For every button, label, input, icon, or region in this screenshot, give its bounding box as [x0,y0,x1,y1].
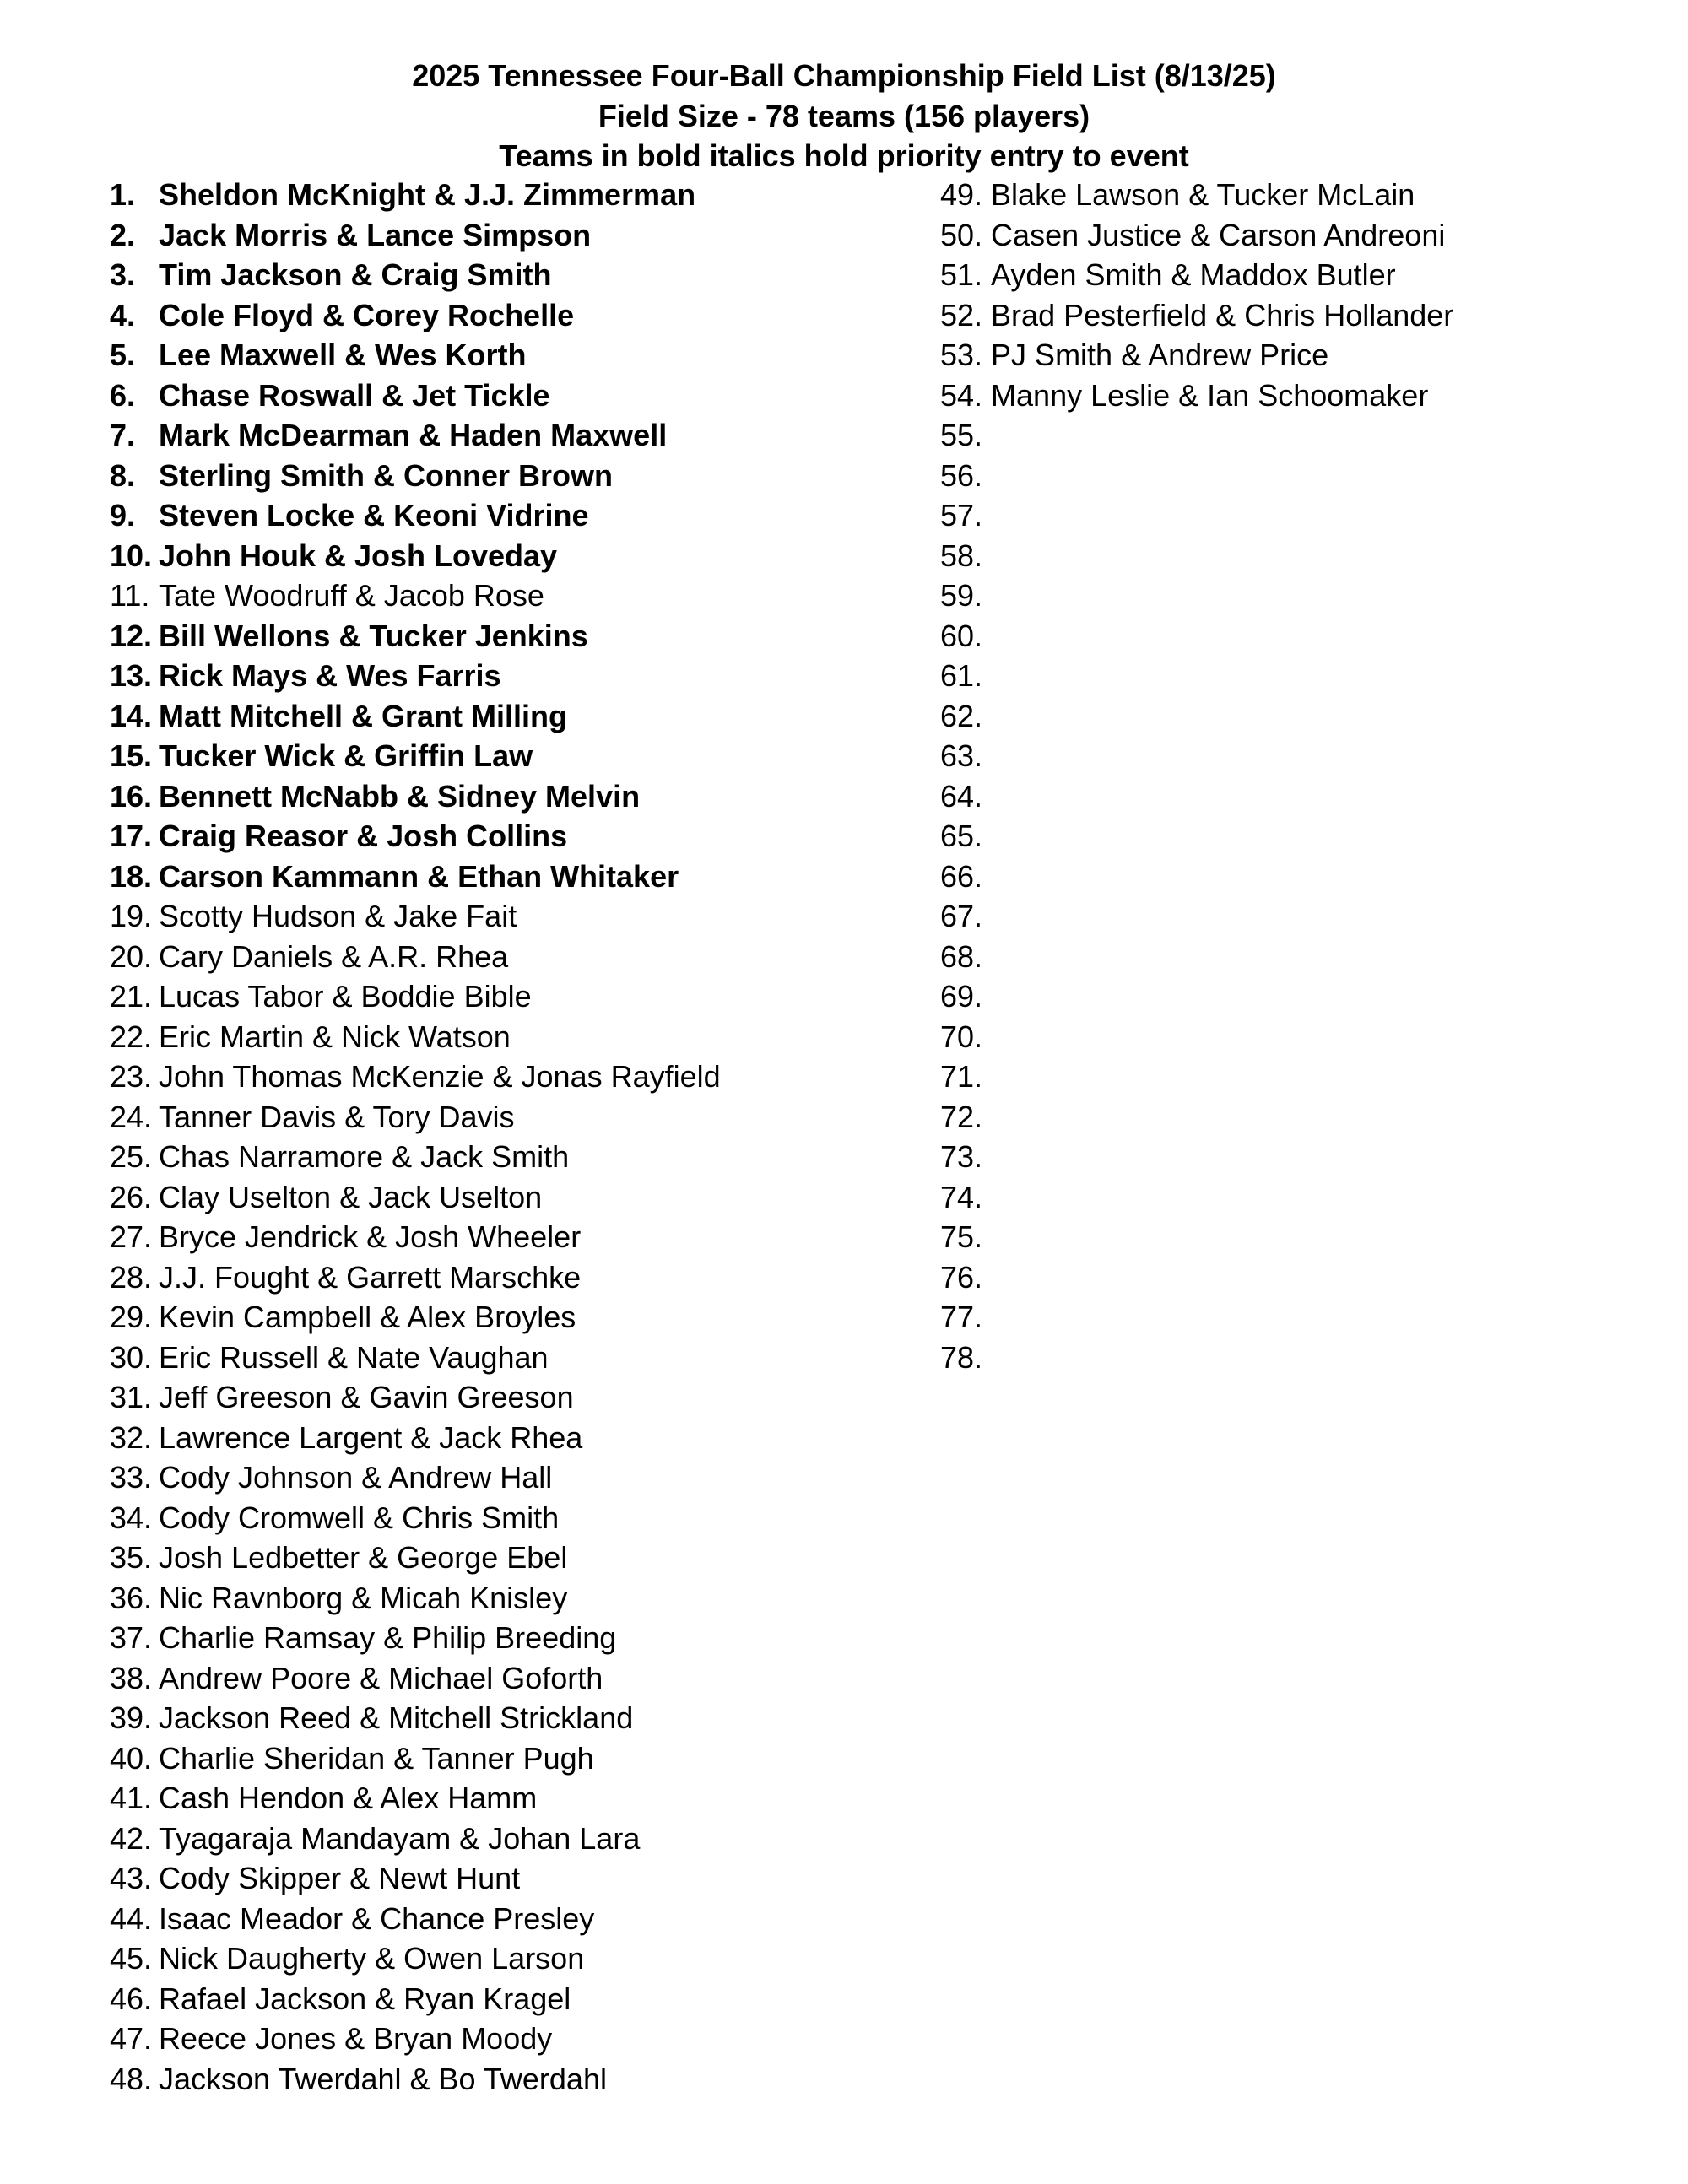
team-number: 74. [940,1179,983,1214]
team-entry [940,1097,1666,1138]
team-players: Cash Hendon & Alex Hamm [159,1781,538,1815]
team-entry [940,335,1666,376]
team-players: Lawrence Largent & Jack Rhea [159,1419,583,1455]
team-players: Sterling Smith & Conner Brown [159,457,614,493]
team-entry [110,736,920,776]
team-players: Mark McDearman & Haden Maxwell [159,418,668,452]
team-players: Bill Wellons & Tucker Jenkins [159,618,588,653]
team-players: Steven Locke & Keoni Vidrine [159,498,589,532]
team-entry [940,295,1666,336]
team-number: 15. [110,738,153,773]
team-players: Lucas Tabor & Boddie Bible [159,979,532,1014]
team-players: PJ Smith & Andrew Price [991,338,1329,372]
team-players: Manny Leslie & Ian Schoomaker [991,377,1429,413]
team-entry [110,415,920,456]
team-entry [940,696,1666,737]
team-entry [940,1297,1666,1338]
team-entry [940,1177,1666,1218]
page-title: 2025 Tennessee Four-Ball Championship Field List (8/13/25) [412,58,1276,93]
team-entry [110,1778,920,1819]
team-number: 23. [110,1059,153,1094]
team-players: Lee Maxwell & Wes Korth [159,338,527,372]
team-entry [940,495,1666,536]
team-players: Carson Kammann & Ethan Whitaker [159,858,679,894]
team-number: 41. [110,1781,153,1815]
team-entry [940,816,1666,857]
team-number: 13. [110,658,153,693]
team-number: 42. [110,1820,153,1856]
team-entry [110,175,920,215]
team-entry [110,376,920,416]
team-number: 38. [110,1660,153,1695]
team-players: Scotty Hudson & Jake Fait [159,899,517,933]
team-entry [940,1338,1666,1378]
team-number: 49. [940,177,983,212]
team-entry [110,656,920,696]
team-players: Cole Floyd & Corey Rochelle [159,297,575,332]
team-players: Bennett McNabb & Sidney Melvin [159,778,641,814]
team-number: 3. [110,257,136,292]
team-entry [110,1819,920,1859]
team-entry [110,495,920,536]
team-entry [110,1578,920,1619]
team-number: 76. [940,1259,983,1295]
team-entry [940,376,1666,416]
team-number: 34. [110,1500,153,1535]
team-entry [110,1017,920,1057]
team-players: Tyagaraja Mandayam & Johan Lara [159,1820,641,1856]
team-entry [940,255,1666,295]
team-number: 64. [940,778,983,814]
team-players: Blake Lawson & Tucker McLain [991,177,1415,212]
team-number: 66. [940,858,983,894]
team-players: Chas Narramore & Jack Smith [159,1139,570,1174]
team-number: 12. [110,618,153,653]
team-entry [940,736,1666,776]
team-entry [110,857,920,897]
team-players: Sheldon McKnight & J.J. Zimmerman [159,177,696,212]
team-number: 60. [940,618,983,653]
team-entry [940,1257,1666,1298]
team-entry [940,937,1666,977]
team-players: Reece Jones & Bryan Moody [159,2021,553,2056]
team-players: Eric Martin & Nick Watson [159,1019,511,1054]
team-number: 11. [110,578,150,613]
team-number: 35. [110,1540,153,1575]
team-entry [110,616,920,657]
team-number: 54. [940,377,983,413]
team-players: Bryce Jendrick & Josh Wheeler [159,1219,582,1254]
team-entry [110,1858,920,1899]
team-number: 59. [940,578,983,613]
team-entry [110,1938,920,1979]
team-number: 1. [110,177,136,212]
team-entry [110,1498,920,1538]
team-players: Eric Russell & Nate Vaughan [159,1339,549,1375]
team-entry [110,1297,920,1338]
team-number: 5. [110,338,136,372]
team-players: Cody Skipper & Newt Hunt [159,1861,521,1895]
team-entry [110,1538,920,1578]
team-players: John Thomas McKenzie & Jonas Rayfield [159,1059,721,1094]
team-entry [110,1057,920,1097]
team-entry [110,1097,920,1138]
team-players: Nick Daugherty & Owen Larson [159,1941,585,1976]
team-players: John Houk & Josh Loveday [159,538,558,573]
priority-note: Teams in bold italics hold priority entry to event [499,138,1189,173]
team-entry [110,1177,920,1218]
team-number: 65. [940,819,983,853]
team-players: Tanner Davis & Tory Davis [159,1099,515,1134]
team-number: 20. [110,938,153,974]
team-players: Tim Jackson & Craig Smith [159,257,552,292]
team-players: Chase Roswall & Jet Tickle [159,377,550,413]
team-players: Charlie Ramsay & Philip Breeding [159,1620,617,1655]
team-entry [110,937,920,977]
team-number: 37. [110,1620,153,1655]
team-players: J.J. Fought & Garrett Marschke [159,1259,582,1295]
team-entry [940,1057,1666,1097]
team-number: 33. [110,1460,153,1495]
team-entry [110,1698,920,1738]
team-list-right-column [940,175,1666,1377]
team-number: 45. [110,1941,153,1976]
team-number: 67. [940,899,983,933]
team-entry [110,1738,920,1779]
team-players: Brad Pesterfield & Chris Hollander [991,297,1454,332]
team-number: 53. [940,338,983,372]
team-players: Josh Ledbetter & George Ebel [159,1540,568,1575]
team-players: Cody Cromwell & Chris Smith [159,1500,560,1535]
team-players: Clay Uselton & Jack Uselton [159,1179,543,1214]
field-size-line: Field Size - 78 teams (156 players) [598,98,1090,133]
team-entry [940,1017,1666,1057]
team-entry [110,776,920,817]
team-entry [110,1257,920,1298]
team-list-left-column [110,175,920,2099]
team-number: 44. [110,1900,153,1936]
team-number: 72. [940,1099,983,1134]
team-number: 57. [940,498,983,532]
team-entry [110,976,920,1017]
team-entry [940,456,1666,496]
team-players: Isaac Meador & Chance Presley [159,1900,595,1936]
team-number: 69. [940,979,983,1014]
team-entry [110,2019,920,2059]
team-entry [940,616,1666,657]
team-players: Charlie Sheridan & Tanner Pugh [159,1740,594,1776]
team-number: 22. [110,1019,153,1054]
team-entry [110,1137,920,1177]
team-players: Cary Daniels & A.R. Rhea [159,938,509,974]
team-players: Casen Justice & Carson Andreoni [991,217,1446,252]
team-number: 73. [940,1139,983,1174]
team-number: 62. [940,698,983,733]
team-entry [110,456,920,496]
team-players: Tucker Wick & Griffin Law [159,738,533,773]
team-players: Tate Woodruff & Jacob Rose [159,578,544,613]
team-entry [940,175,1666,215]
team-entry [110,1899,920,1939]
team-number: 43. [110,1861,153,1895]
team-players: Rafael Jackson & Ryan Kragel [159,1981,571,2016]
team-players: Jackson Reed & Mitchell Strickland [159,1700,634,1735]
team-number: 28. [110,1259,153,1295]
team-entry [940,1217,1666,1257]
team-entry [110,335,920,376]
team-entry [940,576,1666,616]
team-entry [110,696,920,737]
team-entry [110,215,920,256]
team-number: 27. [110,1219,153,1254]
team-number: 31. [110,1380,153,1414]
team-entry [110,536,920,576]
team-players: Andrew Poore & Michael Goforth [159,1660,603,1695]
team-number: 25. [110,1139,153,1174]
team-number: 10. [110,538,153,573]
team-number: 61. [940,658,983,693]
team-entry [110,295,920,336]
team-entry [940,976,1666,1017]
team-number: 52. [940,297,983,332]
team-players: Ayden Smith & Maddox Butler [991,257,1396,292]
team-number: 24. [110,1099,153,1134]
team-entry [940,415,1666,456]
team-entry [110,1457,920,1498]
team-number: 68. [940,938,983,974]
team-entry [940,1137,1666,1177]
team-entry [110,816,920,857]
team-number: 9. [110,498,136,532]
team-entry [110,1618,920,1658]
team-number: 39. [110,1700,153,1735]
team-number: 58. [940,538,983,573]
team-number: 16. [110,778,153,814]
team-number: 18. [110,858,153,894]
team-number: 21. [110,979,153,1014]
team-number: 32. [110,1419,153,1455]
team-number: 29. [110,1300,153,1334]
team-entry [110,1418,920,1458]
team-number: 4. [110,297,136,332]
team-number: 26. [110,1179,153,1214]
team-players: Nic Ravnborg & Micah Knisley [159,1580,568,1615]
team-players: Craig Reasor & Josh Collins [159,819,568,853]
team-entry [940,857,1666,897]
team-number: 50. [940,217,983,252]
team-number: 7. [110,418,136,452]
team-number: 70. [940,1019,983,1054]
team-number: 46. [110,1981,153,2016]
team-number: 8. [110,457,136,493]
team-number: 63. [940,738,983,773]
team-number: 40. [110,1740,153,1776]
team-entry [110,1979,920,2019]
team-entry [110,896,920,937]
team-players: Kevin Campbell & Alex Broyles [159,1300,576,1334]
team-entry [940,656,1666,696]
team-entry [110,1217,920,1257]
team-number: 47. [110,2021,153,2056]
team-number: 14. [110,698,153,733]
team-number: 17. [110,819,153,853]
team-number: 19. [110,899,153,933]
team-players: Jack Morris & Lance Simpson [159,217,592,252]
team-players: Jeff Greeson & Gavin Greeson [159,1380,574,1414]
team-number: 6. [110,377,136,413]
team-entry [110,1658,920,1699]
team-entry [110,255,920,295]
team-entry [940,215,1666,256]
team-entry [110,2059,920,2100]
team-number: 77. [940,1300,983,1334]
team-entry [940,536,1666,576]
team-number: 36. [110,1580,153,1615]
team-entry [940,896,1666,937]
team-number: 78. [940,1339,983,1375]
team-number: 71. [940,1059,983,1094]
team-number: 75. [940,1219,983,1254]
team-entry [110,1377,920,1418]
team-entry [110,1338,920,1378]
team-number: 56. [940,457,983,493]
team-entry [110,576,920,616]
team-number: 51. [940,257,983,292]
team-players: Matt Mitchell & Grant Milling [159,698,567,733]
team-players: Jackson Twerdahl & Bo Twerdahl [159,2061,607,2096]
team-number: 55. [940,418,983,452]
team-players: Cody Johnson & Andrew Hall [159,1460,553,1495]
team-players: Rick Mays & Wes Farris [159,658,501,693]
team-entry [940,776,1666,817]
team-number: 48. [110,2061,153,2096]
team-number: 30. [110,1339,153,1375]
team-number: 2. [110,217,136,252]
document-header [0,56,1688,176]
